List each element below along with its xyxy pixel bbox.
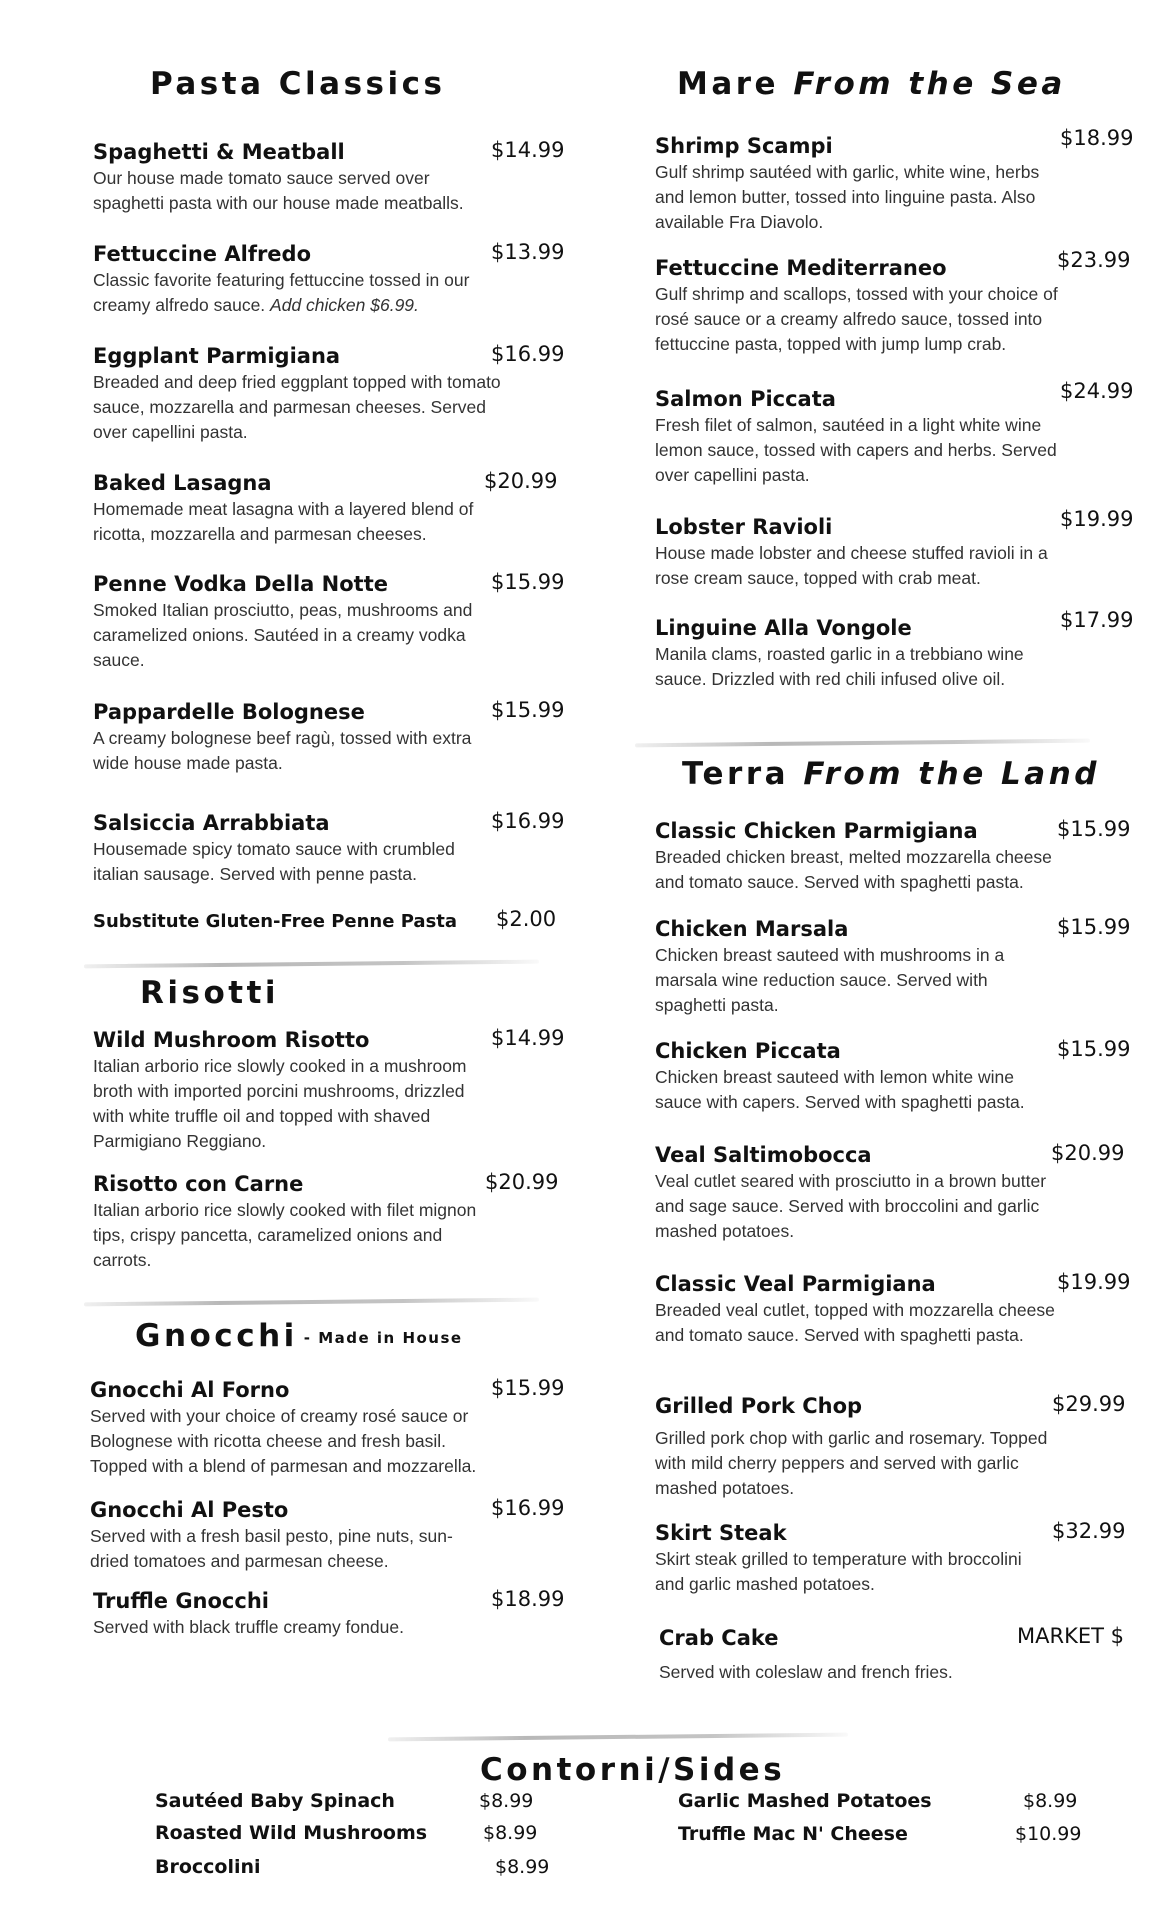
section-divider [84, 1298, 539, 1307]
item-price: $15.99 [491, 570, 565, 594]
item-description: House made lobster and cheese stuffed ravioli in a rose cream sauce, topped with crab meat. [655, 543, 1048, 588]
side-price: $8.99 [1023, 1790, 1078, 1812]
item-description: Breaded veal cutlet, topped with mozzarella cheese and tomato sauce. Served with spaghetti pasta. [655, 1300, 1055, 1345]
item-description: Fresh filet of salmon, sautéed in a light white wine lemon sauce, tossed with capers and herbs. Served over capellini pasta. [655, 415, 1057, 485]
item-description: Breaded and deep fried eggplant topped with tomato sauce, mozzarella and parmesan cheeses. Served over capellini pasta. [93, 372, 501, 442]
item-name: Eggplant Parmigiana [93, 344, 341, 368]
item-name: Wild Mushroom Risotto [93, 1028, 370, 1052]
side-name: Sautéed Baby Spinach [155, 1790, 395, 1812]
section-divider [635, 739, 1090, 748]
item-description: Gulf shrimp sautéed with garlic, white wine, herbs and lemon butter, tossed into linguine pasta. Also available Fra Diavolo. [655, 162, 1040, 232]
item-price: $32.99 [1052, 1519, 1126, 1543]
terra-title-italic: From the Land [803, 756, 1100, 792]
item-description-text: Classic favorite featuring fettuccine tossed in our creamy alfredo sauce. [93, 270, 470, 315]
item-description: Grilled pork chop with garlic and rosemary. Topped with mild cherry peppers and served with garlic mashed potatoes. [655, 1428, 1048, 1498]
item-name: Lobster Ravioli [655, 515, 833, 539]
item-price: $15.99 [1057, 817, 1131, 841]
item-price: $14.99 [491, 138, 565, 162]
item-name: Baked Lasagna [93, 471, 272, 495]
item-description: Housemade spicy tomato sauce with crumbled italian sausage. Served with penne pasta. [93, 839, 455, 884]
item-price: $19.99 [1060, 507, 1134, 531]
item-name: Shrimp Scampi [655, 134, 833, 158]
item-description: Smoked Italian prosciutto, peas, mushrooms and caramelized onions. Sautéed in a creamy vodka sauce. [93, 600, 473, 670]
item-name: Gnocchi Al Forno [90, 1378, 290, 1402]
section-divider [84, 960, 539, 969]
mare-title-text: Mare [677, 66, 780, 102]
side-name: Roasted Wild Mushrooms [155, 1822, 428, 1844]
item-description: Manila clams, roasted garlic in a trebbiano wine sauce. Drizzled with red chili infused olive oil. [655, 644, 1024, 689]
item-price: MARKET $ [1017, 1624, 1124, 1648]
item-name: Linguine Alla Vongole [655, 616, 912, 640]
item-name: Pappardelle Bolognese [93, 700, 365, 724]
item-name: Veal Saltimobocca [655, 1143, 872, 1167]
item-description: Chicken breast sauteed with mushrooms in a marsala wine reduction sauce. Served with spaghetti pasta. [655, 945, 1005, 1015]
section-title-mare [677, 66, 1066, 102]
item-name: Grilled Pork Chop [655, 1394, 863, 1418]
side-price: $10.99 [1015, 1823, 1082, 1845]
item-name: Salmon Piccata [655, 387, 836, 411]
section-title-sides: Contorni/Sides [480, 1752, 786, 1788]
item-name: Classic Veal Parmigiana [655, 1272, 936, 1296]
item-name: Spaghetti & Meatball [93, 140, 345, 164]
section-divider [388, 1733, 848, 1742]
item-price: $20.99 [1051, 1141, 1125, 1165]
item-name: Penne Vodka Della Notte [93, 572, 388, 596]
side-name: Garlic Mashed Potatoes [678, 1790, 932, 1812]
item-price: $15.99 [1057, 1037, 1131, 1061]
item-description: Italian arborio rice slowly cooked in a mushroom broth with imported porcini mushrooms, drizzled with white truffle oil and topped with shaved Parmigiano Reggiano. [93, 1056, 467, 1151]
side-price: $8.99 [479, 1790, 534, 1812]
item-price: $2.00 [496, 907, 557, 931]
item-name: Gnocchi Al Pesto [90, 1498, 289, 1522]
item-description: Chicken breast sauteed with lemon white wine sauce with capers. Served with spaghetti pasta. [655, 1067, 1025, 1112]
side-price: $8.99 [483, 1822, 538, 1844]
item-price: $19.99 [1057, 1270, 1131, 1294]
item-name: Chicken Piccata [655, 1039, 841, 1063]
item-price: $15.99 [491, 1376, 565, 1400]
item-description: A creamy bolognese beef ragù, tossed with extra wide house made pasta. [93, 728, 472, 773]
item-name: Chicken Marsala [655, 917, 849, 941]
side-name: Broccolini [155, 1856, 261, 1878]
item-price: $16.99 [491, 809, 565, 833]
section-title-terra [682, 756, 1100, 792]
item-name: Substitute Gluten-Free Penne Pasta [93, 911, 458, 932]
item-name: Fettuccine Mediterraneo [655, 256, 947, 280]
item-price: $13.99 [491, 240, 565, 264]
side-price: $8.99 [495, 1856, 550, 1878]
section-title-risotti: Risotti [140, 975, 280, 1011]
gnocchi-subtitle: - Made in House [303, 1329, 463, 1347]
item-price: $18.99 [491, 1587, 565, 1611]
item-name: Classic Chicken Parmigiana [655, 819, 978, 843]
item-description: Served with black truffle creamy fondue. [93, 1617, 404, 1637]
item-description: Gulf shrimp and scallops, tossed with your choice of rosé sauce or a creamy alfredo sauce, tossed into fettuccine pasta, topped with jump lump crab. [655, 284, 1058, 354]
item-addon-note: Add chicken $6.99. [270, 295, 419, 315]
item-name: Fettuccine Alfredo [93, 242, 312, 266]
mare-title-italic: From the Sea [793, 66, 1066, 102]
item-description: Homemade meat lasagna with a layered blend of ricotta, mozzarella and parmesan cheeses. [93, 499, 474, 544]
item-description: Italian arborio rice slowly cooked with filet mignon tips, crispy pancetta, caramelized onions and carrots. [93, 1200, 477, 1270]
item-name: Skirt Steak [655, 1521, 787, 1545]
gnocchi-title-text: Gnocchi [135, 1318, 298, 1354]
item-price: $14.99 [491, 1026, 565, 1050]
item-name: Crab Cake [659, 1626, 779, 1650]
item-description: Veal cutlet seared with prosciutto in a brown butter and sage sauce. Served with broccolini and garlic mashed potatoes. [655, 1171, 1047, 1241]
item-description: Served with a fresh basil pesto, pine nuts, sun-dried tomatoes and parmesan cheese. [90, 1526, 453, 1571]
item-name: Salsiccia Arrabbiata [93, 811, 330, 835]
item-price: $15.99 [1057, 915, 1131, 939]
item-price: $24.99 [1060, 379, 1134, 403]
item-description: Breaded chicken breast, melted mozzarella cheese and tomato sauce. Served with spaghetti pasta. [655, 847, 1052, 892]
terra-title-text: Terra [682, 756, 790, 792]
item-price: $16.99 [491, 1496, 565, 1520]
item-price: $29.99 [1052, 1392, 1126, 1416]
item-price: $16.99 [491, 342, 565, 366]
item-price: $23.99 [1057, 248, 1131, 272]
item-description: Our house made tomato sauce served over spaghetti pasta with our house made meatballs. [93, 168, 464, 213]
item-description: Served with your choice of creamy rosé sauce or Bolognese with ricotta cheese and fresh basil. Topped with a blend of parmesan and mozzarella. [90, 1406, 477, 1476]
item-description: Served with coleslaw and french fries. [659, 1662, 953, 1682]
side-name: Truffle Mac N' Cheese [678, 1823, 908, 1845]
item-name: Truffle Gnocchi [93, 1589, 269, 1613]
item-price: $17.99 [1060, 608, 1134, 632]
item-price: $18.99 [1060, 126, 1134, 150]
item-name: Risotto con Carne [93, 1172, 304, 1196]
item-price: $20.99 [484, 469, 558, 493]
item-description: Skirt steak grilled to temperature with broccolini and garlic mashed potatoes. [655, 1549, 1022, 1594]
section-title-gnocchi [135, 1318, 463, 1354]
item-price: $20.99 [485, 1170, 559, 1194]
item-description [93, 268, 503, 318]
item-price: $15.99 [491, 698, 565, 722]
section-title-pasta: Pasta Classics [150, 66, 446, 102]
